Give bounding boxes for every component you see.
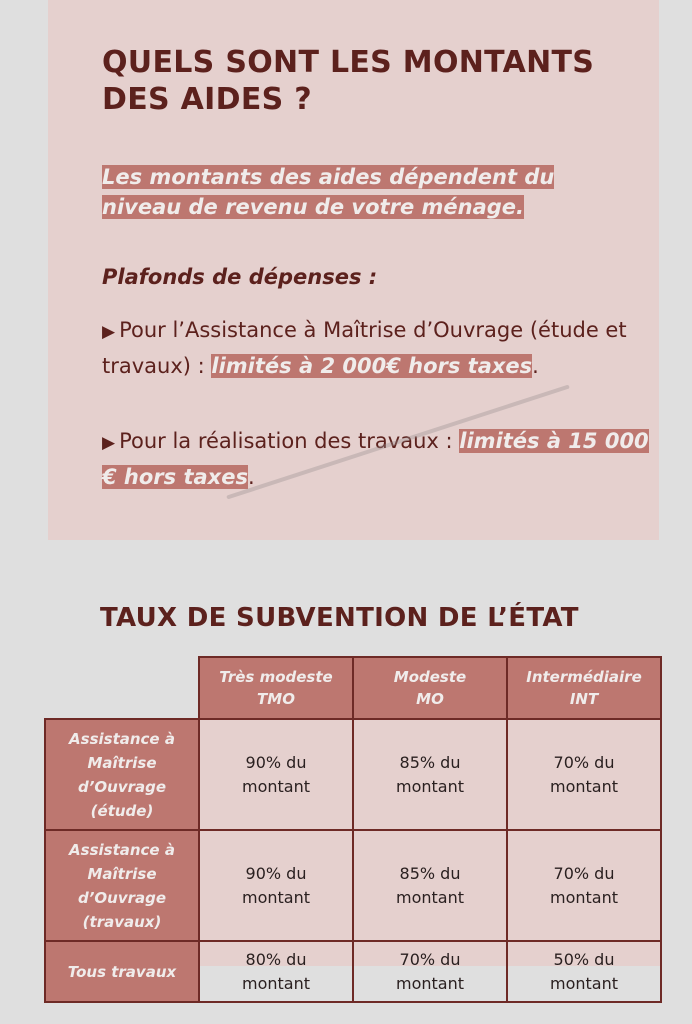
- info-panel: [48, 0, 659, 540]
- triangle-right-icon: ▶: [102, 433, 116, 453]
- row-header-amo-travaux: Assistance à Maîtrise d’Ouvrage (travaux): [45, 830, 199, 941]
- table-cell: 85% du montant: [353, 830, 507, 941]
- intro-text: [102, 162, 622, 222]
- column-header-int: Intermédiaire INT: [507, 657, 661, 719]
- bullet-item: [102, 313, 659, 383]
- table-corner: [45, 657, 199, 719]
- panel-title: QUELS SONT LES MONTANTS DES AIDES ?: [102, 45, 595, 117]
- intro-highlight: Les montants des aides dépendent du niveau de revenu de votre ménage.: [102, 165, 555, 219]
- table-cell: 85% du montant: [353, 719, 507, 830]
- table-cell: 70% du montant: [353, 941, 507, 1002]
- bullet-item: [102, 424, 659, 494]
- bullet-suffix: .: [247, 465, 255, 489]
- bullet-highlight: limités à 15 000 € hors taxes: [102, 429, 649, 489]
- triangle-right-icon: ▶: [102, 322, 116, 342]
- column-header-tmo: Très modeste TMO: [199, 657, 353, 719]
- expense-caps-heading: Plafonds de dépenses :: [102, 265, 378, 289]
- table-row: [45, 719, 661, 830]
- row-header-amo-etude: Assistance à Maîtrise d’Ouvrage (étude): [45, 719, 199, 830]
- table-cell: 90% du montant: [199, 830, 353, 941]
- rates-title: TAUX DE SUBVENTION DE L’ÉTAT: [100, 603, 579, 633]
- table-cell: 70% du montant: [507, 830, 661, 941]
- bullet-suffix: .: [532, 354, 539, 378]
- subsidy-rates-table: [44, 656, 662, 1003]
- table-cell: 50% du montant: [507, 941, 661, 1002]
- table-cell: 70% du montant: [507, 719, 661, 830]
- table-cell: 90% du montant: [199, 719, 353, 830]
- bullet-text: Pour l’Assistance à Maîtrise d’Ouvrage (étude et travaux) :: [102, 318, 627, 378]
- row-header-tous-travaux: Tous travaux: [45, 941, 199, 1002]
- bullet-highlight: limités à 2 000€ hors taxes: [211, 354, 533, 378]
- table-row: [45, 941, 661, 1002]
- table-row: [45, 830, 661, 941]
- bullet-text: Pour la réalisation des travaux :: [119, 429, 460, 453]
- table-cell: 80% du montant: [199, 941, 353, 1002]
- column-header-mo: Modeste MO: [353, 657, 507, 719]
